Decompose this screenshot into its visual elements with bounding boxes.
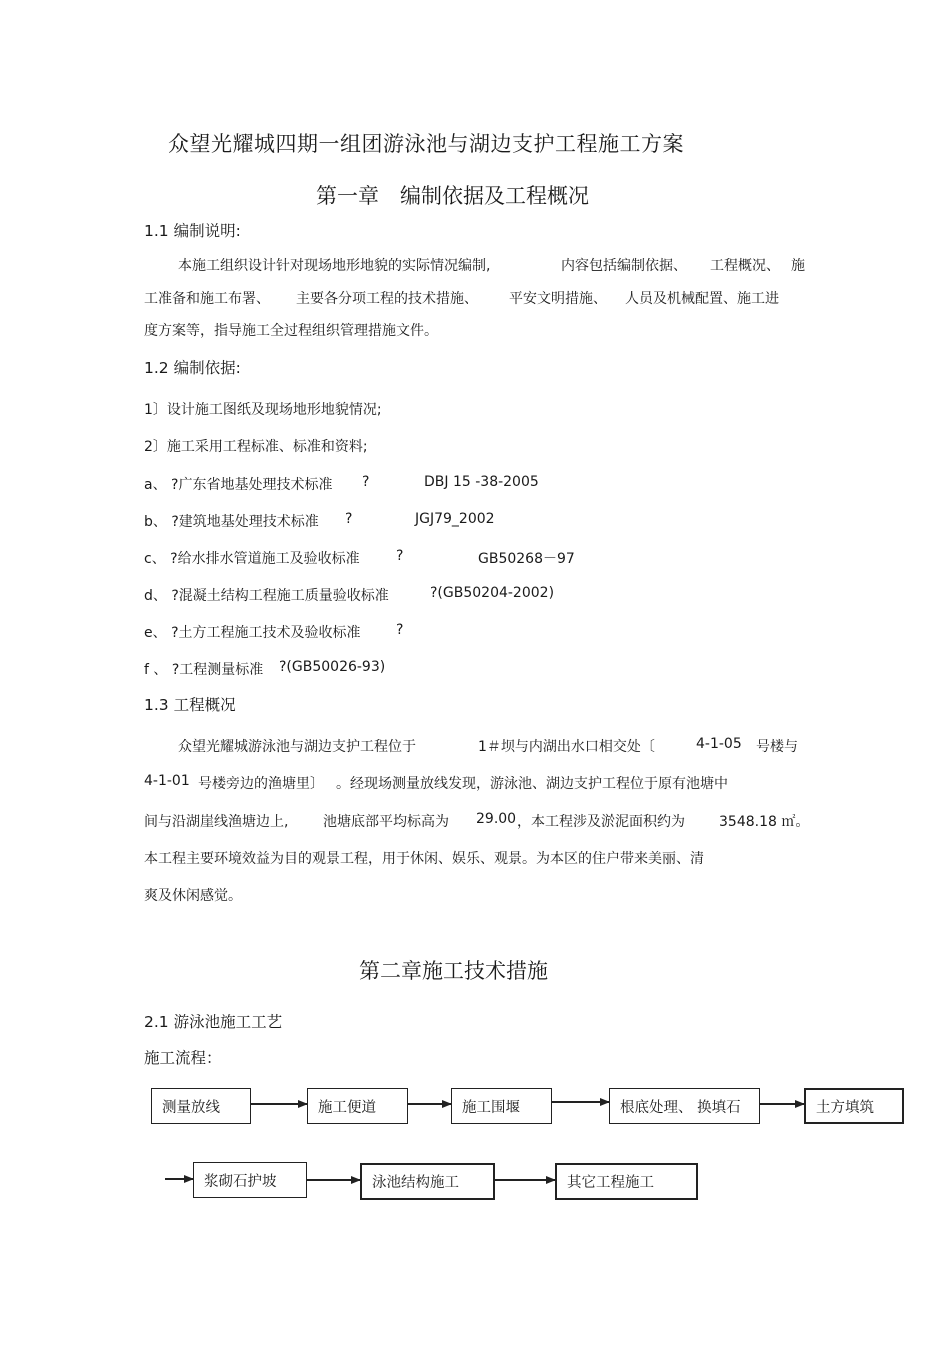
p11-line2-d: 人员及机械配置、施工进	[625, 291, 779, 307]
p11-line1-a: 本施工组织设计针对现场地形地貌的实际情况编制,	[178, 258, 491, 274]
ref-d-name: d、 ?混凝土结构工程施工质量验收标准	[144, 588, 389, 604]
doc-title: 众望光耀城四期一组团游泳池与湖边支护工程施工方案	[168, 132, 684, 156]
section-2-1-heading: 2.1 游泳池施工工艺	[144, 1013, 283, 1031]
p13-line3-c: 29.00	[476, 811, 517, 827]
p13-line2-b: 号楼旁边的渔塘里〕	[198, 776, 324, 792]
ref-1: 1〕设计施工图纸及现场地形地貌情况;	[144, 402, 382, 418]
p13-line1-a: 众望光耀城游泳池与湖边支护工程位于	[178, 739, 416, 755]
ref-f-name: f 、 ?工程测量标准	[144, 662, 264, 678]
p13-line3-d: ，本工程涉及淤泥面积约为	[517, 814, 685, 830]
p11-line2-c: 平安文明措施、	[509, 291, 607, 307]
ref-a-name: a、 ?广东省地基处理技术标准	[144, 477, 333, 493]
flow-step-7: 泳池结构施工	[360, 1163, 495, 1200]
section-1-1-heading: 1.1 编制说明:	[144, 222, 241, 240]
p13-line1-d: 号楼与	[756, 739, 798, 755]
section-1-2-heading: 1.2 编制依据:	[144, 359, 241, 377]
flow-step-8: 其它工程施工	[555, 1163, 698, 1200]
p13-line1-b: 1＃坝与内湖出水口相交处〔	[478, 739, 655, 755]
p13-line3-b: 池塘底部平均标高为	[323, 814, 449, 830]
flow-step-4: 根底处理、 换填石	[609, 1088, 760, 1124]
ref-b-code: JGJ79_2002	[415, 511, 495, 527]
p13-line4: 本工程主要环境效益为目的观景工程，用于休闲、娱乐、观景。为本区的住户带来美丽、清	[144, 851, 704, 867]
p11-line2-a: 工准备和施工布署、	[144, 291, 270, 307]
p13-line3-e: 3548.18 ㎡。	[719, 814, 810, 830]
ref-a-q: ?	[362, 474, 370, 490]
ref-c-q: ?	[396, 548, 404, 564]
ref-b-name: b、 ?建筑地基处理技术标准	[144, 514, 319, 530]
ref-d-code: ?(GB50204-2002)	[430, 585, 555, 601]
flow-step-3: 施工围堰	[451, 1088, 552, 1124]
ref-b-q: ?	[345, 511, 353, 527]
flow-label: 施工流程：	[144, 1049, 222, 1067]
ref-a-code: DBJ 15 -38-2005	[424, 474, 539, 490]
flow-step-1: 测量放线	[151, 1088, 251, 1124]
chapter-2-heading: 第二章施工技术措施	[359, 959, 548, 983]
p13-line5: 爽及休闲感觉。	[144, 888, 242, 904]
p13-line2-a: 4-1-01	[144, 773, 190, 789]
ref-e-q: ?	[396, 622, 404, 638]
p13-line1-c: 4-1-05	[696, 736, 742, 752]
flow-step-5: 土方填筑	[804, 1088, 904, 1124]
p13-line3-a: 间与沿湖崖线渔塘边上,	[144, 814, 289, 830]
p13-line2-c: 。经现场测量放线发现，游泳池、湖边支护工程位于原有池塘中	[336, 776, 728, 792]
ref-c-name: c、 ?给水排水管道施工及验收标准	[144, 551, 360, 567]
p11-line1-b: 内容包括编制依据、	[561, 258, 687, 274]
ref-e-name: e、 ?土方工程施工技术及验收标准	[144, 625, 361, 641]
chapter-1-heading: 第一章 编制依据及工程概况	[316, 184, 589, 208]
p11-line3: 度方案等，指导施工全过程组织管理措施文件。	[144, 323, 438, 339]
flow-step-2: 施工便道	[307, 1088, 408, 1124]
p11-line1-c: 工程概况、	[710, 258, 780, 274]
ref-2: 2〕施工采用工程标准、标准和资料;	[144, 439, 368, 455]
section-1-3-heading: 1.3 工程概况	[144, 696, 236, 714]
p11-line1-d: 施	[791, 258, 805, 274]
flow-step-6: 浆砌石护坡	[193, 1162, 307, 1198]
ref-c-code: GB50268－97	[478, 551, 575, 567]
ref-f-code: ?(GB50026-93)	[279, 659, 386, 675]
p11-line2-b: 主要各分项工程的技术措施、	[296, 291, 478, 307]
